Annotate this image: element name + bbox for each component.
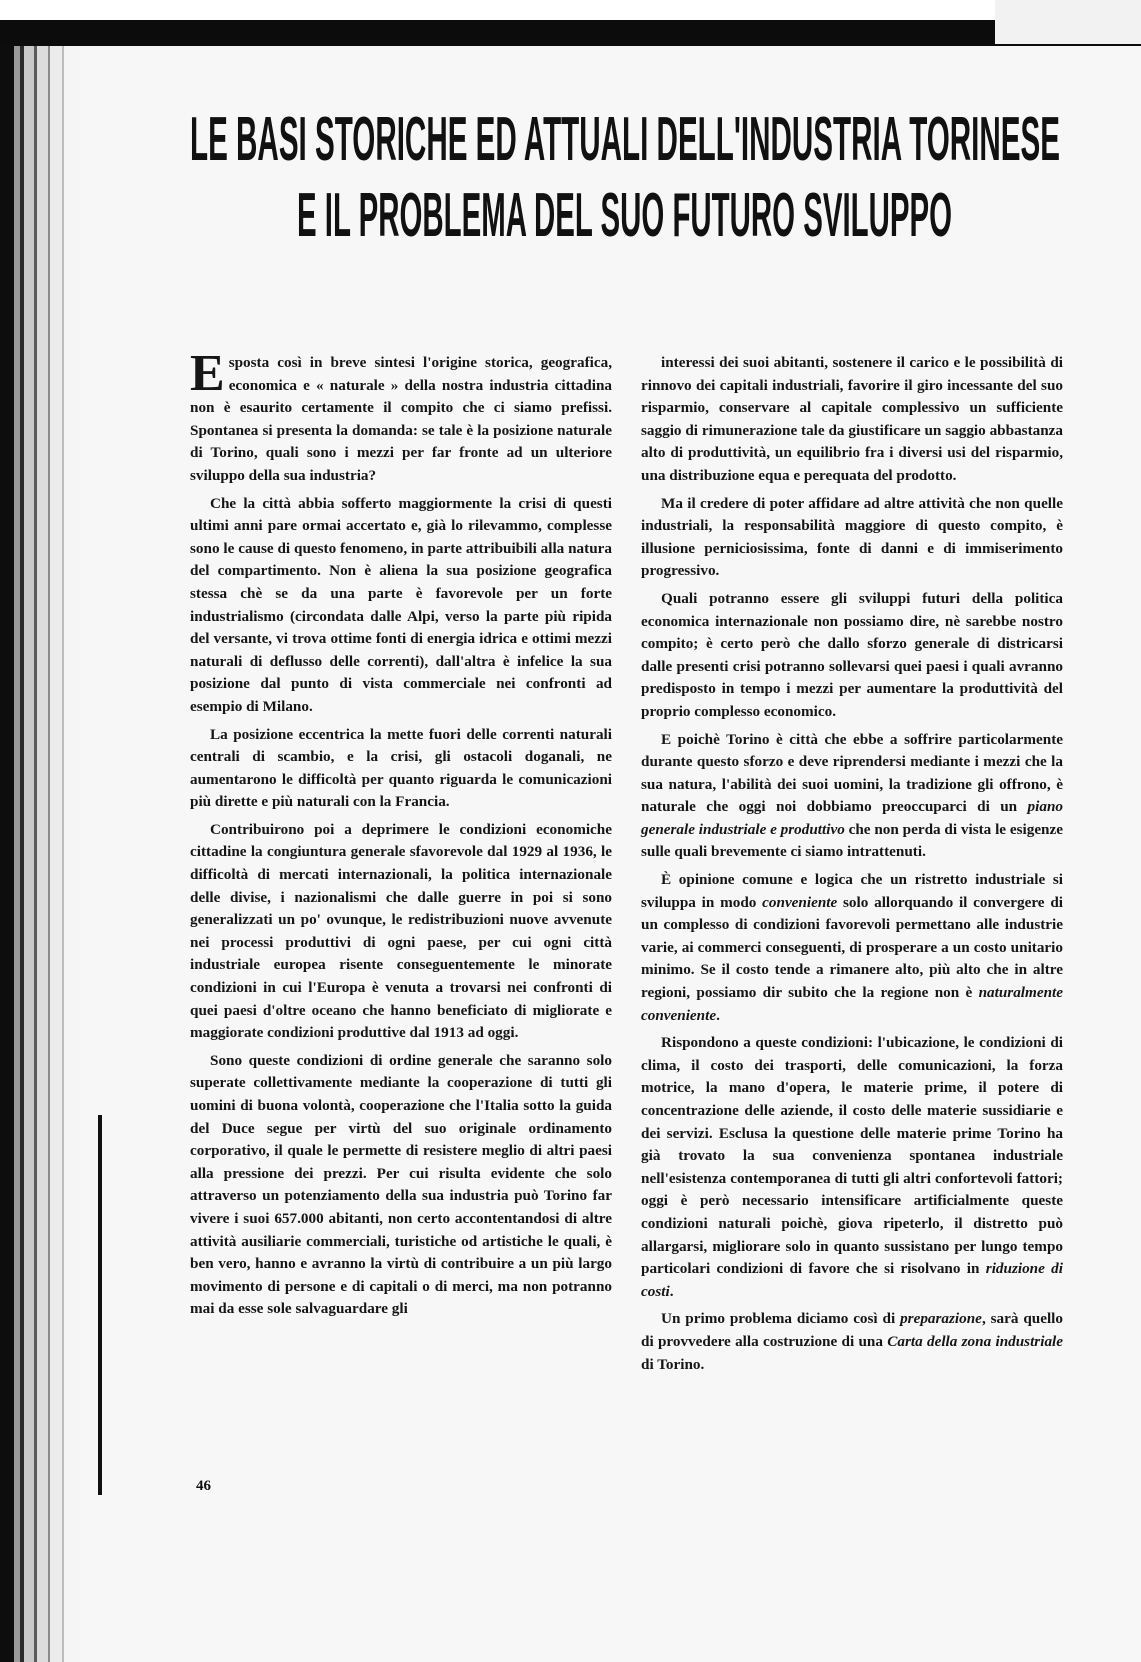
margin-mark [98, 1115, 102, 1495]
paragraph [641, 1032, 1063, 1303]
text-run: sposta così in breve sintesi l'origine storica, geografica, economica e « naturale » della nostra industria cittadina non è esaurito certamente il compito che ci siamo prefissi. Spontanea si presenta la domanda: se tale è la posizione naturale di Torino, quali sono i mezzi per far fronte ad un ulteriore sviluppo della sua industria? [190, 354, 612, 484]
text-run: , sarà quello di provvedere alla costruzione di una [641, 1310, 1063, 1350]
scan-top-border [0, 0, 1141, 48]
paragraph [190, 724, 612, 814]
scan-corner [995, 0, 1141, 44]
paragraph [641, 588, 1063, 724]
text-run: Contribuirono poi a deprimere le condizioni economiche cittadine la congiuntura generale sfavorevole dal 1929 al 1936, le difficoltà di mercati internazionali, la politica internazionale delle divise, i nazionalismi che dalle guerre in poi si sono generalizzati un po' ovunque, le redistribuzioni nuove avvenute nei processi produttivi di ogni paese, per cui ogni città industriale europea risente conseguentemente le minorate condizioni in cui l'Europa è venuta a trovarsi nei confronti di quei paesi d'oltre oceano che hanno beneficiato di migliorate e maggiorate condizioni produttive dal 1913 ad oggi. [190, 820, 612, 1042]
title-line-2-text: E IL PROBLEMA DEL SUO FUTURO SVILUPPO [297, 181, 952, 244]
text-run: La posizione eccentrica la mette fuori delle correnti naturali centrali di scambio, e la crisi, gli ostacoli doganali, ne aumentarono le difficoltà per quanto riguarda le comunicazioni più dirette e più naturali con la Francia. [190, 725, 612, 811]
title-line-1-text: LE BASI STORICHE ED ATTUALI DELL'INDUSTRIA TORINESE [190, 105, 1060, 168]
text-run: Quali potranno essere gli sviluppi futuri della politica economica internazionale non possiamo dire, nè sarebbe nostro compito; è certo però che dallo sforzo generale di districarsi dalle presenti crisi potranno sollevarsi quei paesi i quali avranno predisposto in tempo i mezzi per aumentare la produttività del proprio complesso economico. [641, 589, 1063, 720]
text-run: Un primo problema diciamo così di [661, 1310, 901, 1328]
italic-text: preparazione [900, 1310, 982, 1328]
italic-text: riduzione di costi [641, 1260, 1063, 1300]
text-run: che non perda di vista le esigenze sulle quali brevemente ci siamo intrattenuti. [641, 820, 1063, 861]
paragraph [190, 493, 612, 719]
article-title-line-2 [297, 180, 952, 244]
text-run: . [716, 1006, 720, 1024]
right-column [641, 352, 1063, 1381]
paragraph [641, 493, 1063, 583]
paragraph [190, 345, 612, 488]
text-run: Che la città abbia sofferto maggiormente la crisi di questi ultimi anni pare ormai accertato e, già lo rilevammo, complesse sono le cause di questo fenomeno, in parte attribuibili alla natura del compartimento. Non è aliena la sua posizione geografica stessa chè se da una parte è favorevole per un forte industrialismo (circondata dalle Alpi, verso la parte più ripida del versante, vi trova ottime fonti di energia idrica e ottimi mezzi naturali di deflusso delle correnti), dall'altra è infelice la sua posizione dal punto di vista commerciale nei confronti ad esempio di Milano. [190, 494, 612, 715]
page-number: 46 [196, 1478, 211, 1494]
paragraph [190, 819, 612, 1045]
paragraph [641, 1308, 1063, 1376]
paragraph [190, 1050, 612, 1321]
paragraph [641, 729, 1063, 865]
italic-text: Carta della zona industriale [887, 1332, 1063, 1350]
italic-text: naturalmente conveniente [641, 984, 1063, 1024]
text-run: Ma il credere di poter affidare ad altre attività che non quelle industriali, la responsabilità maggiore di questo compito, è illusione perniciosissima, fonte di danni e di immiserimento progressivo. [641, 494, 1063, 580]
italic-text: conveniente [762, 893, 838, 911]
paragraph [641, 869, 1063, 1027]
text-run: E poichè Torino è città che ebbe a soffrire particolarmente durante questo sforzo e deve riprendersi mediante i mezzi che la sua natura, l'abilità dei suoi uomini, la tradizione gli offrono, è naturale che oggi noi dobbiamo preoccuparci di un [641, 730, 1063, 816]
italic-text: piano generale industriale e produttivo [641, 798, 1063, 838]
paragraph [641, 352, 1063, 488]
text-run: . [669, 1282, 674, 1300]
text-run: Sono queste condizioni di ordine generale che saranno solo superate collettivamente mediante la cooperazione di tutti gli uomini di buona volontà, cooperazione che l'Italia sotto la guida del Duce segue per virtù del suo originale ordinamento corporativo, il quale le permette di resistere meglio di altri paesi alla pressione dei prezzi. Per cui risulta evidente che solo attraverso un potenziamento della sua industria può Torino far vivere i suoi 657.000 abitanti, non certo accontentandosi di altre attività ausiliarie commerciali, turistiche od artistiche le quali, è ben vero, hanno e avranno la virtù di contribuire a un più largo movimento di persone e di capitali o di merci, ma non potranno mai da esse sole salvaguardare gli [190, 1051, 612, 1318]
text-run: interessi dei suoi abitanti, sostenere il carico e le possibilità di rinnovo dei capitali industriali, favorire il giro incessante del suo risparmio, conservare al capitale complessivo un sufficiente saggio di rimunerazione tale da giustificare un saggio abbastanza alto di produttività, un equilibrio fra i diversi usi del risparmio, una distribuzione equa e perequata del prodotto. [641, 354, 1063, 484]
drop-cap: E [190, 345, 225, 402]
text-run: solo allorquando il convergere di un complesso di condizioni favorevoli permettano alle industrie varie, ai commerci conseguenti, di prosperare a un costo unitario minimo. Se il costo tende a rimanere alto, più alto che in altre regioni, possiamo dir subito che la regione non è [641, 893, 1063, 1002]
text-run: di Torino. [641, 1355, 705, 1373]
article-title-line-1 [190, 104, 1060, 168]
left-column [190, 345, 612, 1326]
text-run: È opinione comune e logica che un ristretto industriale si sviluppa in modo [641, 871, 1063, 911]
book-binding-edge [0, 46, 80, 1662]
text-run: Rispondono a queste condizioni: l'ubicazione, le condizioni di clima, il costo dei trasporti, delle comunicazioni, la forza motrice, la mano d'opera, le materie prime, il potere di concentrazione delle aziende, il costo delle materie sussidiarie e dei servizi. Esclusa la questione delle materie prime Torino ha già trovato la sua convenienza spontanea industriale nell'esistenza contemporanea di tutti gli altri confortevoli fattori; oggi è però necessario intensificare artificialmente queste condizioni naturali poichè, giova ripeterlo, il distretto può allargarsi, migliorare solo in quanto sussistano per lungo tempo particolari condizioni di favore che si risolvano in [641, 1034, 1063, 1278]
